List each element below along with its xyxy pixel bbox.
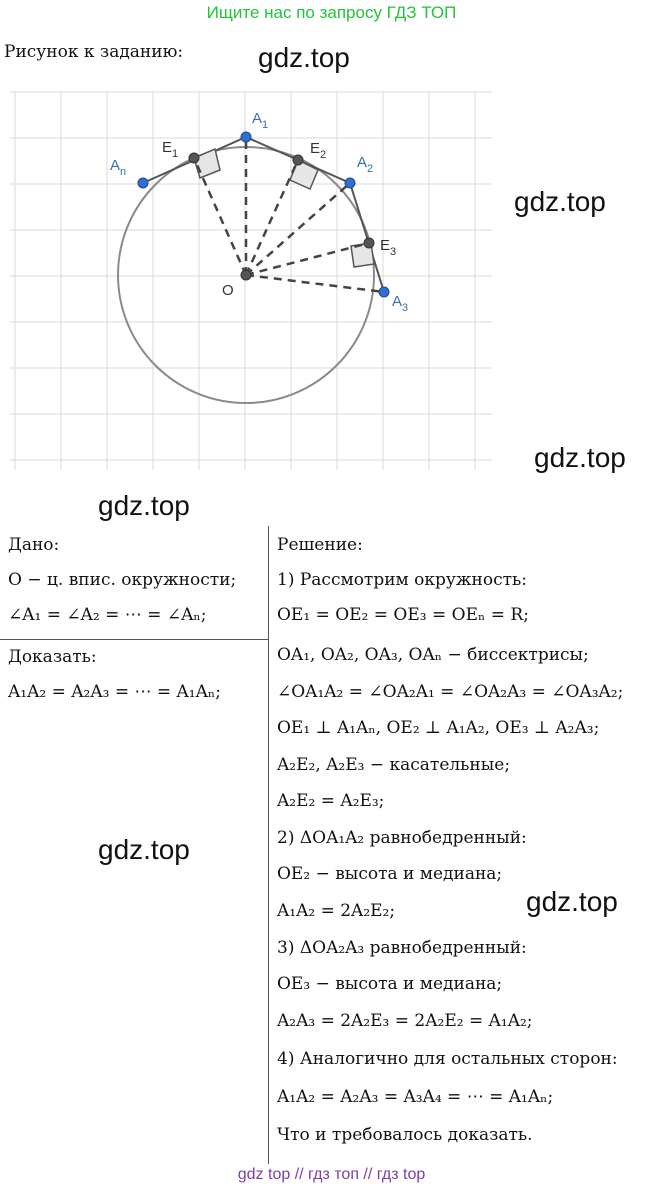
solution-line: 2) ΔOA₁A₂ равнобедренный: [277, 828, 527, 848]
label-o: O [222, 282, 234, 299]
solution-line: Что и требовалось доказать. [277, 1125, 533, 1145]
vertex-a3 [379, 287, 389, 297]
polygon-sides [143, 137, 384, 292]
footer-links[interactable]: gdz top // гдз топ // гдз top [237, 1166, 426, 1183]
watermark: gdz.top [98, 834, 190, 865]
label-a2: $A_2$ [357, 154, 374, 175]
solution-line: OE₃ − высота и медиана; [277, 974, 503, 994]
label-a3: $A_3$ [392, 293, 409, 314]
figure-label: Рисунок к заданию: [4, 42, 184, 62]
given-title: Дано: [8, 535, 60, 555]
label-e2: $E_2$ [310, 140, 327, 161]
solution-title: Решение: [277, 535, 363, 555]
prove-title: Доказать: [8, 647, 97, 667]
watermark: gdz.top [534, 442, 626, 473]
geometry-figure [0, 78, 500, 478]
solution-line: A₁A₂ = A₂A₃ = A₃A₄ = ⋯ = A₁Aₙ; [277, 1087, 554, 1107]
label-a1: $A_1$ [252, 110, 269, 131]
solution-line: OE₁ = OE₂ = OE₃ = OEₙ = R; [277, 605, 529, 625]
solution-line: OA₁, OA₂, OA₃, OAₙ − биссектрисы; [277, 645, 589, 665]
solution-line: A₂E₂, A₂E₃ − касательные; [277, 755, 511, 775]
vertex-an [138, 178, 148, 188]
watermark: gdz.top [514, 186, 606, 217]
solution-line: 3) ΔOA₂A₃ равнобедренный: [277, 938, 527, 958]
solution-line: 4) Аналогично для остальных сторон: [277, 1049, 618, 1069]
solution-line: 1) Рассмотрим окружность: [277, 570, 528, 590]
point-o [241, 270, 251, 280]
point-e1 [189, 153, 199, 163]
search-banner: Ищите нас по запросу ГДЗ ТОП [206, 3, 457, 22]
solution-line: OE₁ ⊥ A₁Aₙ, OE₂ ⊥ A₁A₂, OE₃ ⊥ A₂A₃; [277, 718, 600, 738]
solution-line: ∠OA₁A₂ = ∠OA₂A₁ = ∠OA₂A₃ = ∠OA₃A₂; [277, 682, 624, 702]
vertex-a2 [345, 178, 355, 188]
given-divider [0, 639, 268, 640]
solution-line: A₂E₂ = A₂E₃; [277, 791, 385, 811]
dashed-radii [194, 137, 384, 292]
given-line: ∠A₁ = ∠A₂ = ⋯ = ∠Aₙ; [8, 605, 207, 625]
grid [10, 92, 492, 470]
watermark: gdz.top [526, 886, 618, 917]
solution-line: OE₂ − высота и медиана; [277, 864, 503, 884]
point-e2 [293, 155, 303, 165]
point-e3 [364, 238, 374, 248]
solution-line: A₁A₂ = 2A₂E₂; [277, 901, 396, 921]
label-e3: $E_3$ [380, 237, 397, 258]
label-e1: $E_1$ [162, 139, 179, 160]
given-line: O − ц. впис. окружности; [8, 570, 237, 590]
vertex-a1 [241, 132, 251, 142]
watermark: gdz.top [98, 490, 190, 521]
column-divider [268, 526, 269, 1164]
solution-line: A₂A₃ = 2A₂E₃ = 2A₂E₂ = A₁A₂; [277, 1011, 533, 1031]
label-an: $A_n$ [110, 157, 127, 178]
prove-line: A₁A₂ = A₂A₃ = ⋯ = A₁Aₙ; [8, 682, 221, 702]
watermark: gdz.top [258, 42, 350, 73]
